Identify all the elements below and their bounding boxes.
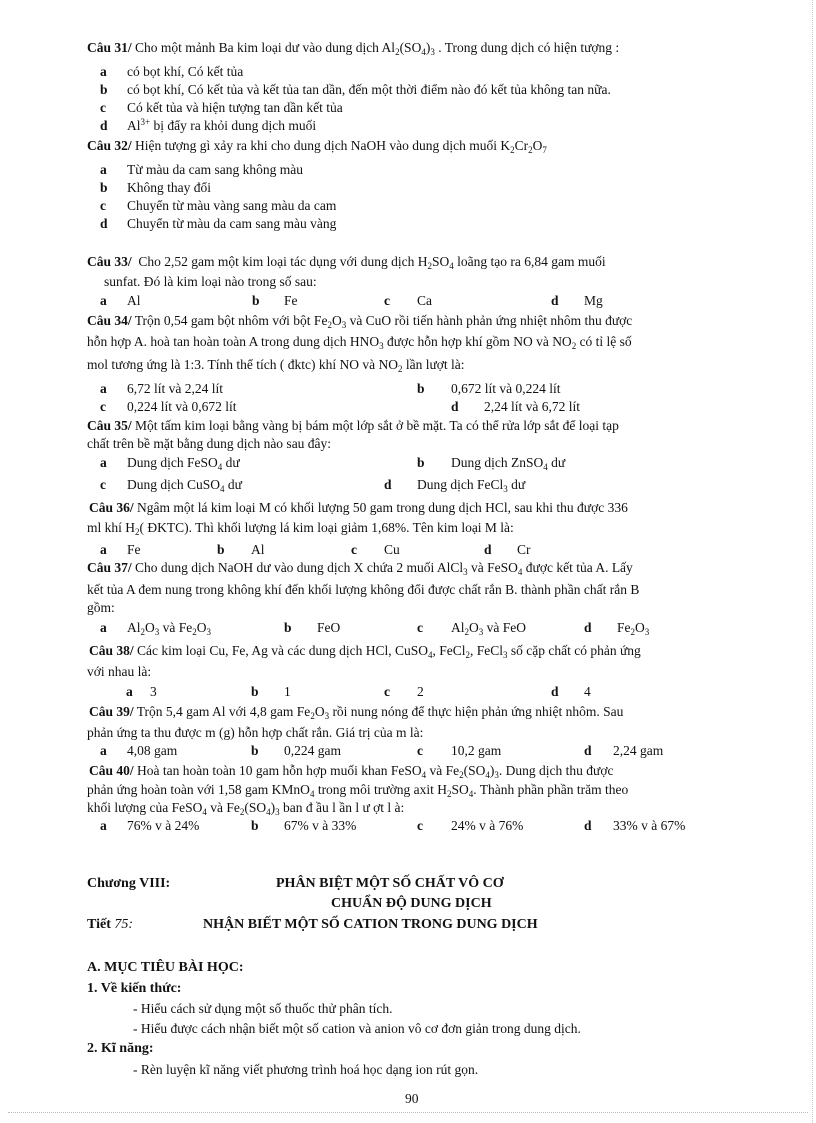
- footer-divider: [8, 1112, 808, 1113]
- option-text: có bọt khí, Có kết tủa: [127, 64, 244, 79]
- question-31: Câu 31/ Cho một mảnh Ba kim loại dư vào dung dịch $Al_2(SO_4)_3$ . Trong dung dịch có hiện tượng :: [87, 40, 620, 57]
- option-text: 6,72 lít và 2,24 lít: [127, 381, 223, 396]
- option-text: Cu: [384, 542, 400, 557]
- option: b: [100, 180, 108, 195]
- question-34-line3: mol tương ứng là 1:3. Tính thể tích ( đktc) khí NO và $NO_2$ lần lượt là:: [87, 357, 465, 374]
- option: c: [384, 684, 390, 699]
- option-text: Dung dịch ZnSO$_4$ dư: [451, 455, 566, 472]
- option-text: 0,224 lít và 0,672 lít: [127, 399, 237, 414]
- option-text: FeO: [317, 620, 341, 635]
- option-text: 10,2 gam: [451, 743, 502, 758]
- question-40-line2: phản ứng hoàn toàn với 1,58 gam KMnO$_4$ trong môi trường axit $H_2SO_4$. Thành phần phần trăm theo: [87, 782, 629, 799]
- option: d: [584, 743, 592, 758]
- option: c: [384, 293, 390, 308]
- option: a: [100, 293, 107, 308]
- option-text: có bọt khí, Có kết tủa và kết tủa tan dần, đến một thời điểm nào đó kết tủa không tan nữa.: [127, 82, 611, 97]
- question-34: Câu 34/ Trộn 0,54 gam bột nhôm với bột $Fe_2O_3$ và CuO rồi tiến hành phản ứng nhiệt nhôm thu được: [87, 313, 633, 330]
- option: c: [417, 818, 423, 833]
- skills-item: - Rèn luyện kĩ năng viết phương trình hoá học dạng ion rút gọn.: [133, 1062, 479, 1077]
- option-text: 4,08 gam: [127, 743, 178, 758]
- option: a: [100, 162, 107, 177]
- option: c: [100, 198, 106, 213]
- option: d: [451, 399, 459, 414]
- option-text: 1: [284, 684, 291, 699]
- question-34-line2: hỗn hợp A. hoà tan hoàn toàn A trong dung dịch $HNO_3$ được hỗn hợp khí gồm NO và $NO_2$ có tỉ lệ số: [87, 334, 632, 351]
- question-38: Câu 38/ Các kim loại Cu, Fe, Ag và các dung dịch HCl, CuSO$_4$, FeCl$_2$, FeCl$_3$ số cặp chất có phản ứng: [89, 643, 641, 660]
- option-text: 3: [150, 684, 157, 699]
- option-text: 76% v à 24%: [127, 818, 200, 833]
- question-36: Câu 36/ Ngâm một lá kim loại M có khối lượng 50 gam trong dung dịch HCl, sau khi thu được 336: [89, 500, 628, 515]
- chapter-title-1: PHÂN BIỆT MỘT SỐ CHẤT VÔ CƠ: [276, 876, 504, 891]
- option-text: $Al_2O_3$ và $Fe_2O_3$: [127, 620, 211, 637]
- question-33-line2: sunfat. Đó là kim loại nào trong số sau:: [104, 274, 317, 289]
- option-text: Fe: [127, 542, 141, 557]
- chapter-label: Chương VIII:: [87, 876, 171, 891]
- option-text: Dung dịch CuSO$_4$ dư: [127, 477, 242, 494]
- option-text: 0,672 lít và 0,224 lít: [451, 381, 561, 396]
- option-text: 2,24 lít và 6,72 lít: [484, 399, 580, 414]
- option: c: [100, 477, 106, 492]
- lesson-title: NHẬN BIẾT MỘT SỐ CATION TRONG DUNG DỊCH: [203, 917, 538, 932]
- question-32: Câu 32/ Hiện tượng gì xảy ra khi cho dung dịch NaOH vào dung dịch muối $K_2Cr_2O_7$: [87, 138, 547, 155]
- knowledge-item: - Hiểu được cách nhận biết một số cation và anion vô cơ đơn giản trong dung dịch.: [133, 1021, 581, 1036]
- option-text: 0,224 gam: [284, 743, 341, 758]
- option-text: 2,24 gam: [613, 743, 664, 758]
- option: a: [126, 684, 133, 699]
- option-text: Cr: [517, 542, 531, 557]
- question-33: Câu 33/ Cho 2,52 gam một kim loại tác dụng với dung dịch $H_2SO_4$ loãng tạo ra 6,84 gam muối: [87, 254, 606, 271]
- option: b: [217, 542, 225, 557]
- option: a: [100, 542, 107, 557]
- option: d: [484, 542, 492, 557]
- question-38-line2: với nhau là:: [87, 664, 152, 679]
- section-heading: A. MỤC TIÊU BÀI HỌC:: [87, 960, 244, 975]
- option: c: [417, 620, 423, 635]
- question-37-line2: kết tủa A đem nung trong không khí đến khối lượng không đổi được chất rắn B. thành phần chất rắn B: [87, 582, 640, 597]
- option-text: Chuyển từ màu da cam sang màu vàng: [127, 216, 337, 231]
- question-39-line2: phản ứng ta thu được m (g) hỗn hợp chất rắn. Giá trị của m là:: [87, 725, 424, 740]
- question-36-line2: ml khí $H_2$( ĐKTC). Thì khối lượng lá kim loại giảm 1,68%. Tên kim loại M là:: [87, 520, 514, 537]
- option: d: [384, 477, 392, 492]
- option-text: $Fe_2O_3$: [617, 620, 650, 637]
- option: b: [251, 818, 259, 833]
- option: b: [100, 82, 108, 97]
- option: d: [584, 818, 592, 833]
- option: d: [100, 118, 108, 133]
- option: c: [100, 399, 106, 414]
- question-37: Câu 37/ Cho dung dịch NaOH dư vào dung dịch X chứa 2 muối AlCl$_3$ và FeSO$_4$ được kết tủa A. Lấy: [87, 560, 633, 577]
- question-39: Câu 39/ Trộn 5,4 gam Al với 4,8 gam $Fe_2O_3$ rồi nung nóng để thực hiện phản ứng nhiệt nhôm. Sau: [89, 704, 624, 721]
- option: a: [100, 743, 107, 758]
- chapter-title-2: CHUẨN ĐỘ DUNG DỊCH: [331, 896, 492, 911]
- option-text: $Al^{3+}$ bị đẩy ra khỏi dung dịch muối: [127, 117, 317, 133]
- option: c: [417, 743, 423, 758]
- knowledge-item: - Hiểu cách sử dụng một số thuốc thử phân tích.: [133, 1001, 393, 1016]
- option-text: Fe: [284, 293, 298, 308]
- option: d: [551, 684, 559, 699]
- option-text: 2: [417, 684, 424, 699]
- option: b: [251, 743, 259, 758]
- option-text: 67% v à 33%: [284, 818, 357, 833]
- option: d: [551, 293, 559, 308]
- option-text: 24% v à 76%: [451, 818, 524, 833]
- option-text: 33% v à 67%: [613, 818, 686, 833]
- option: b: [284, 620, 292, 635]
- option: d: [100, 216, 108, 231]
- right-edge-divider: [812, 0, 813, 1123]
- option-text: 4: [584, 684, 591, 699]
- option-text: Dung dịch FeSO$_4$ dư: [127, 455, 240, 472]
- option: a: [100, 455, 107, 470]
- option-text: Không thay đổi: [127, 180, 211, 195]
- option: a: [100, 381, 107, 396]
- question-35-line2: chất trên bề mặt bằng dung dịch nào sau đây:: [87, 436, 332, 451]
- option: b: [417, 381, 425, 396]
- option: d: [584, 620, 592, 635]
- option-text: Al: [127, 293, 141, 308]
- option: b: [417, 455, 425, 470]
- question-37-line3: gồm:: [87, 600, 115, 615]
- option-text: Từ màu da cam sang không màu: [127, 162, 304, 177]
- option: c: [351, 542, 357, 557]
- option-text: Dung dịch FeCl$_3$ dư: [417, 477, 526, 494]
- option: b: [251, 684, 259, 699]
- option-text: Chuyển từ màu vàng sang màu da cam: [127, 198, 337, 213]
- option: b: [252, 293, 260, 308]
- skills-heading: 2. Kĩ năng:: [87, 1041, 154, 1056]
- option-text: $Al_2O_3$ và FeO: [451, 620, 526, 637]
- page-number: 90: [405, 1091, 419, 1106]
- lesson-label: Tiết 75:: [87, 917, 134, 932]
- option: a: [100, 818, 107, 833]
- option: c: [100, 100, 106, 115]
- question-40-line3: khối lượng của FeSO$_4$ và $Fe_2(SO_4)_3$ ban đ ầu l ần l ư ợt l à:: [87, 800, 405, 817]
- question-35: Câu 35/ Một tấm kim loại bằng vàng bị bám một lớp sắt ở bề mặt. Ta có thể rửa lớp sắt để loại tạp: [87, 418, 619, 433]
- option-text: Ca: [417, 293, 432, 308]
- option-text: Có kết tủa và hiện tượng tan dần kết tủa: [127, 100, 343, 115]
- question-40: Câu 40/ Hoà tan hoàn toàn 10 gam hỗn hợp muối khan FeSO$_4$ và $Fe_2(SO_4)_3$. Dung dịch thu được: [89, 763, 614, 780]
- option-text: Al: [251, 542, 265, 557]
- option: a: [100, 64, 107, 79]
- option-text: Mg: [584, 293, 603, 308]
- knowledge-heading: 1. Về kiến thức:: [87, 981, 182, 996]
- option: a: [100, 620, 107, 635]
